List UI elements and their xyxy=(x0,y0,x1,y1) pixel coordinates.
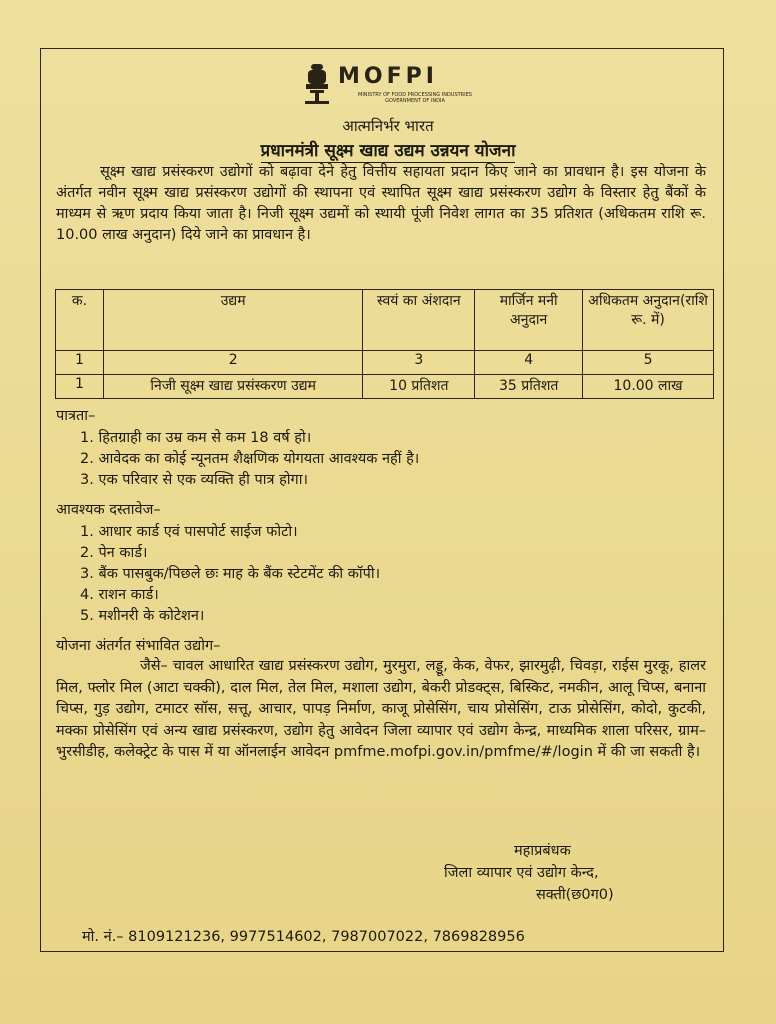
page-title xyxy=(0,138,776,161)
list-item: 2. पेन कार्ड। xyxy=(80,545,148,561)
list-item: 3. बैंक पासबुक/पिछले छः माह के बैंक स्टेटमेंट की कॉपी। xyxy=(80,566,381,582)
signature-designation: महाप्रबंधक xyxy=(514,843,571,859)
industries-heading: योजना अंतर्गत संभावित उद्योग– xyxy=(56,638,221,654)
intro-paragraph: सूक्ष्म खाद्य प्रसंस्करण उद्योगों को बढ़ावा देने हेतु वित्तीय सहायता प्रदान किए जाने का प्रावधान है। इस योजना के अंतर्गत नवीन सूक्ष्म खाद्य प्रसंस्करण उद्योगों की स्थापना एवं स्थापित सूक्ष्म खाद्य प्रसंस्करण उद्योग के विस्तार हेतु बैंकों के माध्यम से ऋण प्रदाय किया जाता है। निजी सूक्ष्म उद्यमों को स्थायी पूंजी निवेश लागत का 35 प्रतिशत (अधिकतम राशि रू. 10.00 लाख अनुदान) दिये जाने का प्रावधान है। xyxy=(56,164,706,243)
header-max-grant: अधिकतम अनुदान(राशि रू. में) xyxy=(583,290,714,351)
list-item: 3. एक परिवार से एक व्यक्ति ही पात्र होगा। xyxy=(80,472,308,488)
list-item: 5. मशीनरी के कोटेशन। xyxy=(80,608,205,624)
header-margin-money: मार्जिन मनी अनुदान xyxy=(475,290,583,351)
documents-heading: आवश्यक दस्तावेज– xyxy=(56,502,161,518)
contact-numbers: मो. नं.– 8109121236, 9977514602, 7987007022, 7869828956 xyxy=(82,929,525,945)
signature-office: जिला व्यापार एवं उद्योग केन्द, xyxy=(444,865,599,881)
eligibility-list xyxy=(80,428,419,491)
signature-block xyxy=(444,840,674,906)
list-item: 1. हितग्राही का उम्र कम से कम 18 वर्ष हो। xyxy=(80,430,312,446)
table-cell: 10 प्रतिशत xyxy=(363,375,475,399)
industries-paragraph: जैसे– चावल आधारित खाद्य प्रसंस्करण उद्योग, मुरमुरा, लड्डू, केक, वेफर, झारमुढ़ी, चिवड़ा, राईस मुरकू, हालर मिल, फ्लोर मिल (आटा चक्की), दाल मिल, तेल मिल, मशाला उद्योग, बेकरी प्रोडक्ट्स, बिस्किट, नमकीन, आलू चिप्स, बनाना चिप्स, गुड़ उद्योग, टमाटर सॉस, सत्तू, आचार, पापड़ निर्माण, काजू प्रोसेसिंग, चाय प्रोसेसिंग, टाऊ प्रोसेसिंग, कोदो, कुटकी, मक्का प्रोसेसिंग एवं अन्य खाद्य प्रसंस्करण, उद्योग हेतु आवेदन जिला व्यापार एवं उद्योग केन्द्र, माध्यमिक शाला परिसर, ग्राम–भुरसीडीह, कलेक्ट्रेट के पास में या ऑनलाईन आवेदन pmfme.mofpi.gov.in/pmfme/#/login में की जा सकती है। xyxy=(56,658,706,760)
eligibility-heading: पात्रता– xyxy=(56,408,96,424)
header-serial: क. xyxy=(56,290,104,351)
scheme-table xyxy=(55,289,714,399)
header-enterprise: उद्यम xyxy=(103,290,363,351)
table-cell: 35 प्रतिशत xyxy=(475,375,583,399)
signature-location: सक्ती(छ0ग0) xyxy=(536,887,614,903)
header-own-contribution: स्वयं का अंशदान xyxy=(363,290,475,351)
list-item: 1. आधार कार्ड एवं पासपोर्ट साईज फोटो। xyxy=(80,524,298,540)
mofpi-logo xyxy=(302,62,502,110)
table-cell: 2 xyxy=(103,351,363,375)
page-title-text: प्रधानमंत्री सूक्ष्म खाद्य उद्यम उन्नयन योजना xyxy=(260,141,516,161)
list-item: 2. आवेदक का कोई न्यूनतम शैक्षणिक योगयता आवश्यक नहीं है। xyxy=(80,451,420,467)
table-header-row xyxy=(56,290,714,351)
table-cell: 1 xyxy=(56,351,104,375)
table-numbering-row xyxy=(56,351,714,375)
list-item: 4. राशन कार्ड। xyxy=(80,587,159,603)
logo-wordmark: MOFPI xyxy=(338,64,438,89)
supertitle: आत्मनिर्भर भारत xyxy=(342,117,434,135)
table-cell: 10.00 लाख xyxy=(583,375,714,399)
documents-list xyxy=(80,522,380,627)
table-cell: निजी सूक्ष्म खाद्य प्रसंस्करण उद्यम xyxy=(103,375,363,399)
table-cell: 3 xyxy=(363,351,475,375)
table-cell: 4 xyxy=(475,351,583,375)
table-row xyxy=(56,375,714,399)
table-cell: 1 xyxy=(56,375,104,399)
table-cell: 5 xyxy=(583,351,714,375)
ashoka-emblem-icon xyxy=(302,62,332,106)
logo-subtitle: MINISTRY OF FOOD PROCESSING INDUSTRIES GOVERNMENT OF INDIA xyxy=(358,92,472,104)
